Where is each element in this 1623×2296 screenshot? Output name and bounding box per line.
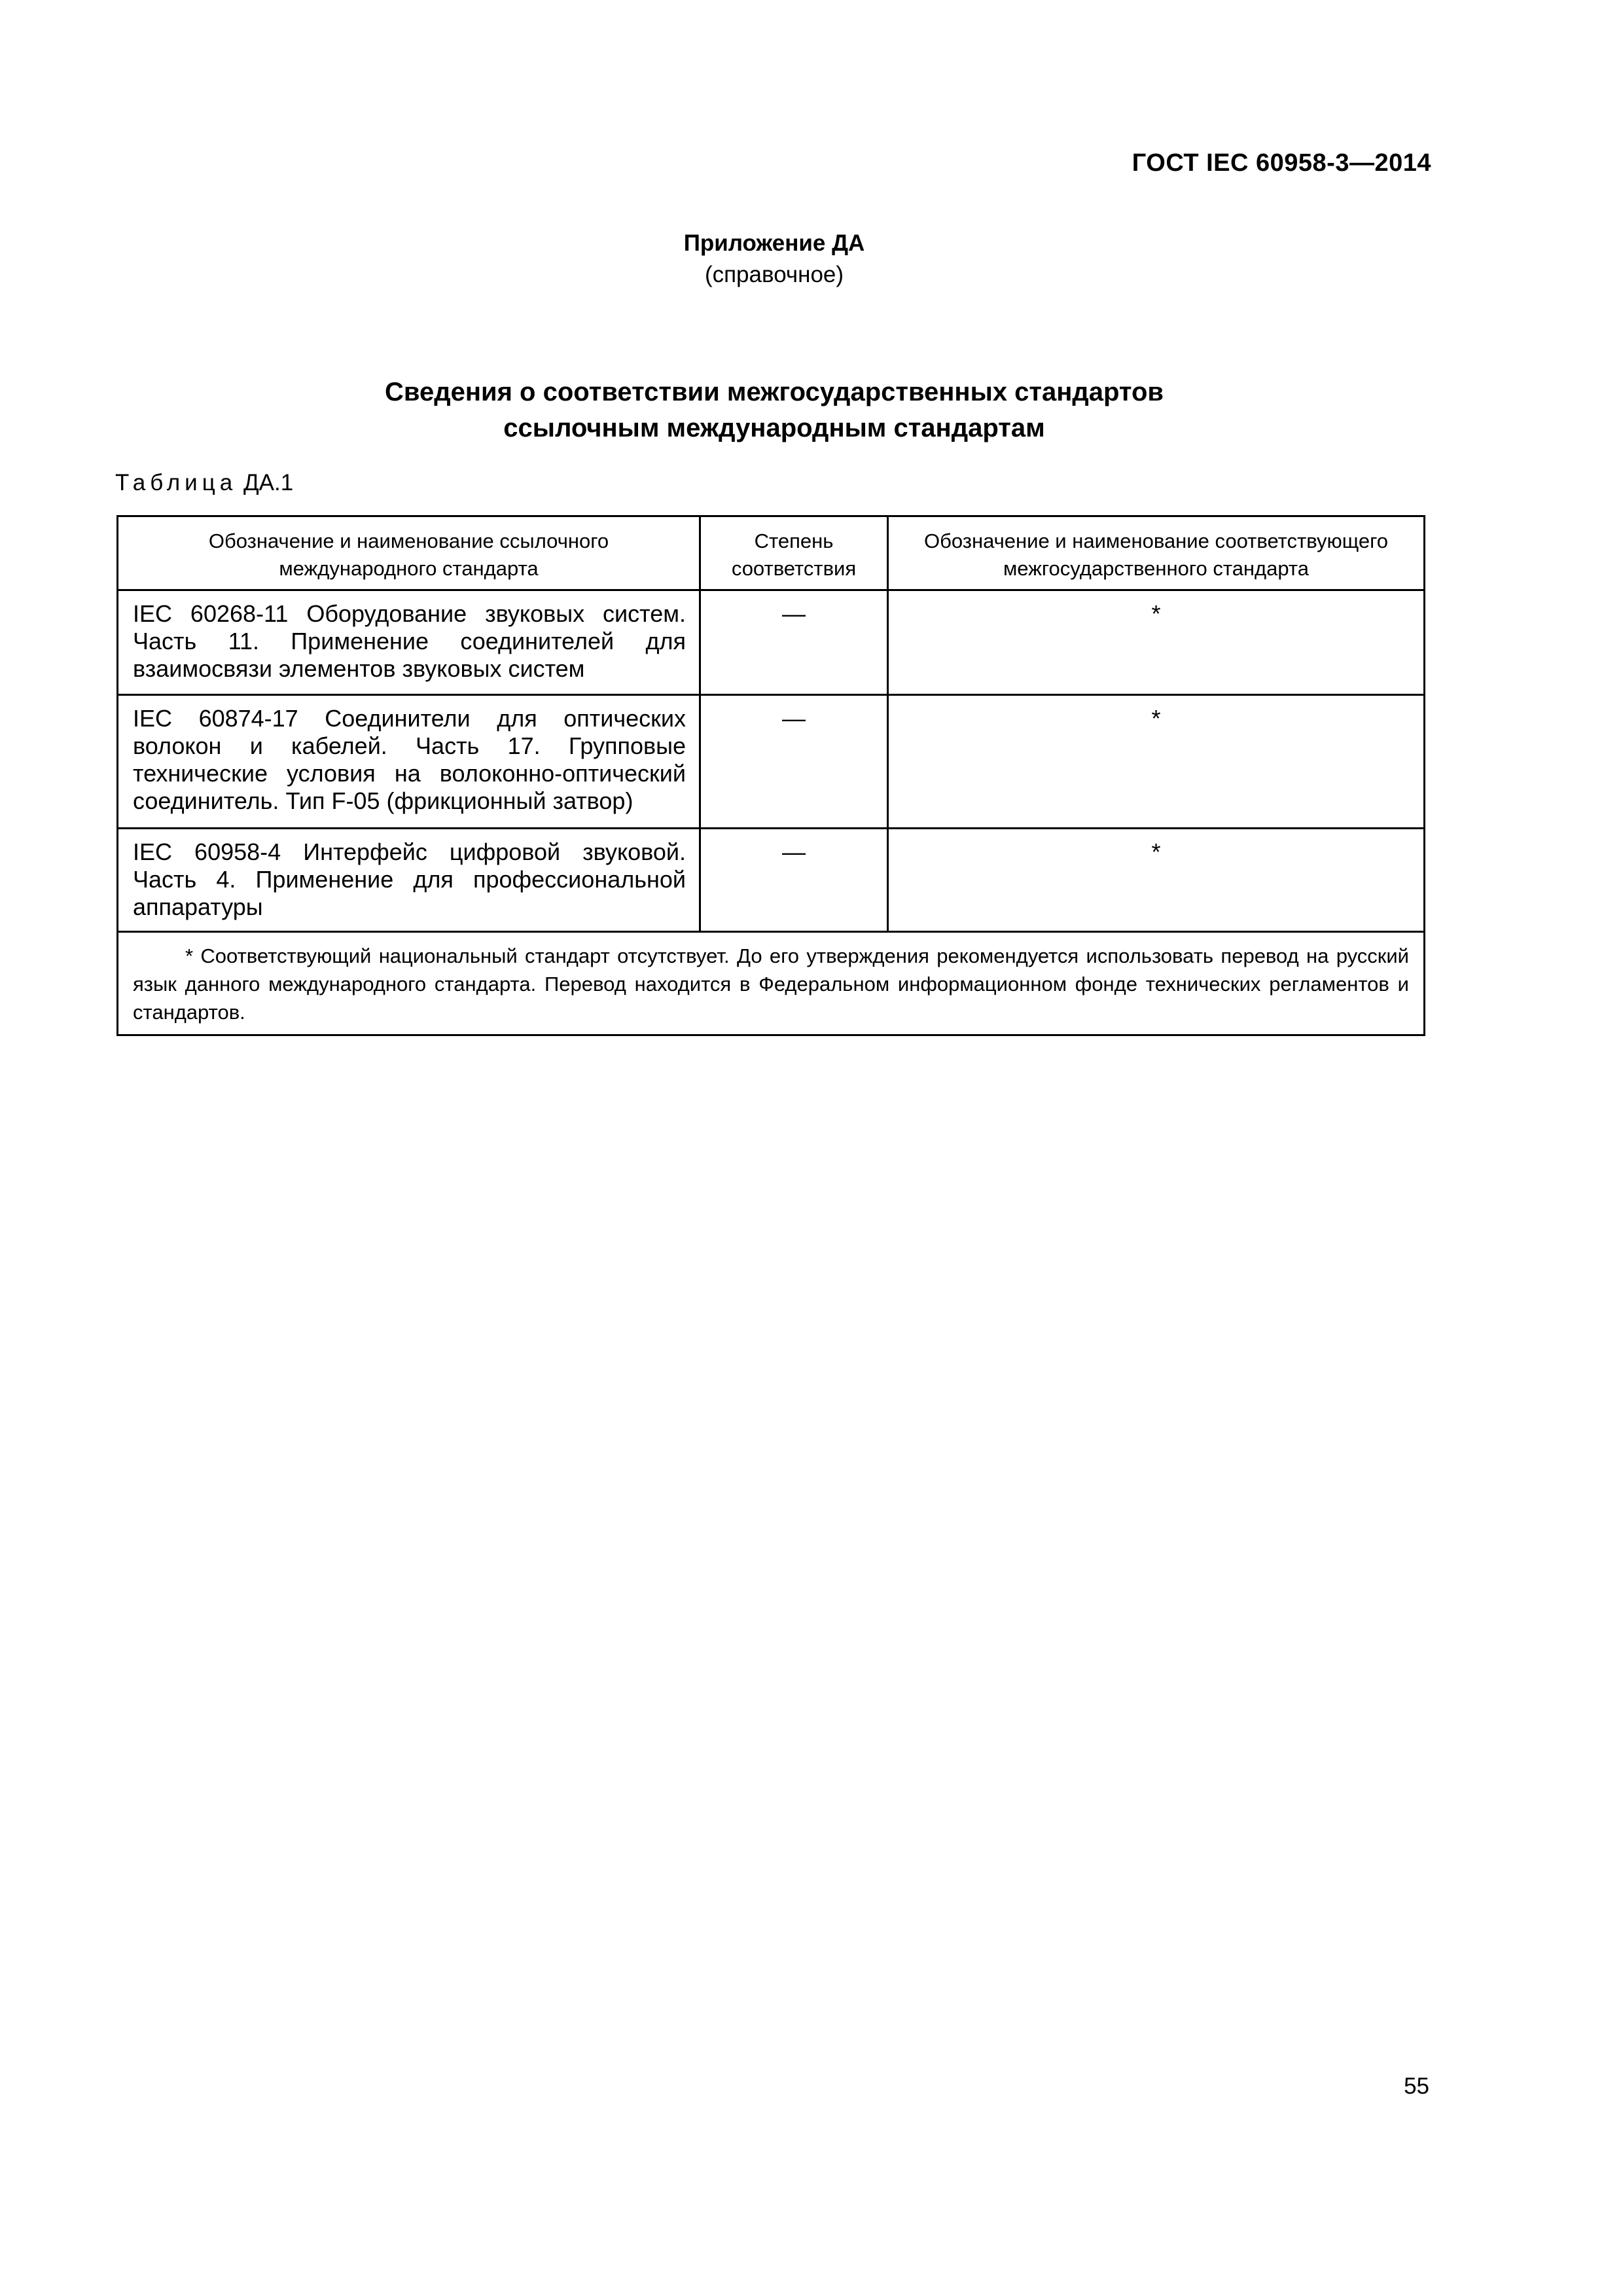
appendix-subtitle: (справочное) [704, 262, 844, 287]
table-row [118, 695, 1425, 829]
table-footnote-cell [118, 932, 1425, 1035]
interstate-standard-cell: * [888, 829, 1425, 932]
interstate-standard-cell: * [888, 695, 1425, 829]
table-footnote: * Соответствующий национальный стандарт отсутствует. До его утверждения рекомендуется использовать перевод на русский язык данного международного стандарта. Перевод находится в Федеральном информационном фонде технических регламентов и стандартов. [133, 944, 1409, 1024]
table-label-word: Таблица [115, 470, 238, 495]
table-row [118, 590, 1425, 695]
correspondence-table [116, 515, 1425, 1036]
degree-cell: — [700, 590, 888, 695]
reference-standard-cell: IEC 60268-11 Оборудование звуковых систем. Часть 11. Применение соединителей для взаимосвязи элементов звуковых систем [118, 590, 700, 695]
reference-standard-cell: IEC 60958-4 Интерфейс цифровой звуковой. Часть 4. Применение для профессиональной аппаратуры [118, 829, 700, 932]
reference-standard-cell: IEC 60874-17 Соединители для оптических волокон и кабелей. Часть 17. Групповые технические условия на волоконно-оптический соединитель. Тип F-05 (фрикционный затвор) [118, 695, 700, 829]
section-title [0, 374, 1548, 446]
page-number: 55 [1404, 2073, 1429, 2099]
interstate-standard-cell: * [888, 590, 1425, 695]
header-interstate-standard: Обозначение и наименование соответствующего межгосударственного стандарта [888, 516, 1425, 590]
table-label [115, 470, 293, 496]
table-label-number: ДА.1 [243, 470, 294, 495]
header-degree-of-correspondence: Степень соответствия [700, 516, 888, 590]
table-row [118, 829, 1425, 932]
document-code: ГОСТ IEC 60958-3—2014 [1132, 149, 1431, 177]
appendix-heading [0, 228, 1548, 291]
section-title-line-1: Сведения о соответствии межгосударственных стандартов [385, 378, 1164, 406]
table-header-row [118, 516, 1425, 590]
section-title-line-2: ссылочным международным стандартам [503, 414, 1045, 442]
appendix-title: Приложение ДА [683, 230, 865, 256]
degree-cell: — [700, 829, 888, 932]
table-footnote-row [118, 932, 1425, 1035]
degree-cell: — [700, 695, 888, 829]
header-reference-standard: Обозначение и наименование ссылочного международного стандарта [118, 516, 700, 590]
